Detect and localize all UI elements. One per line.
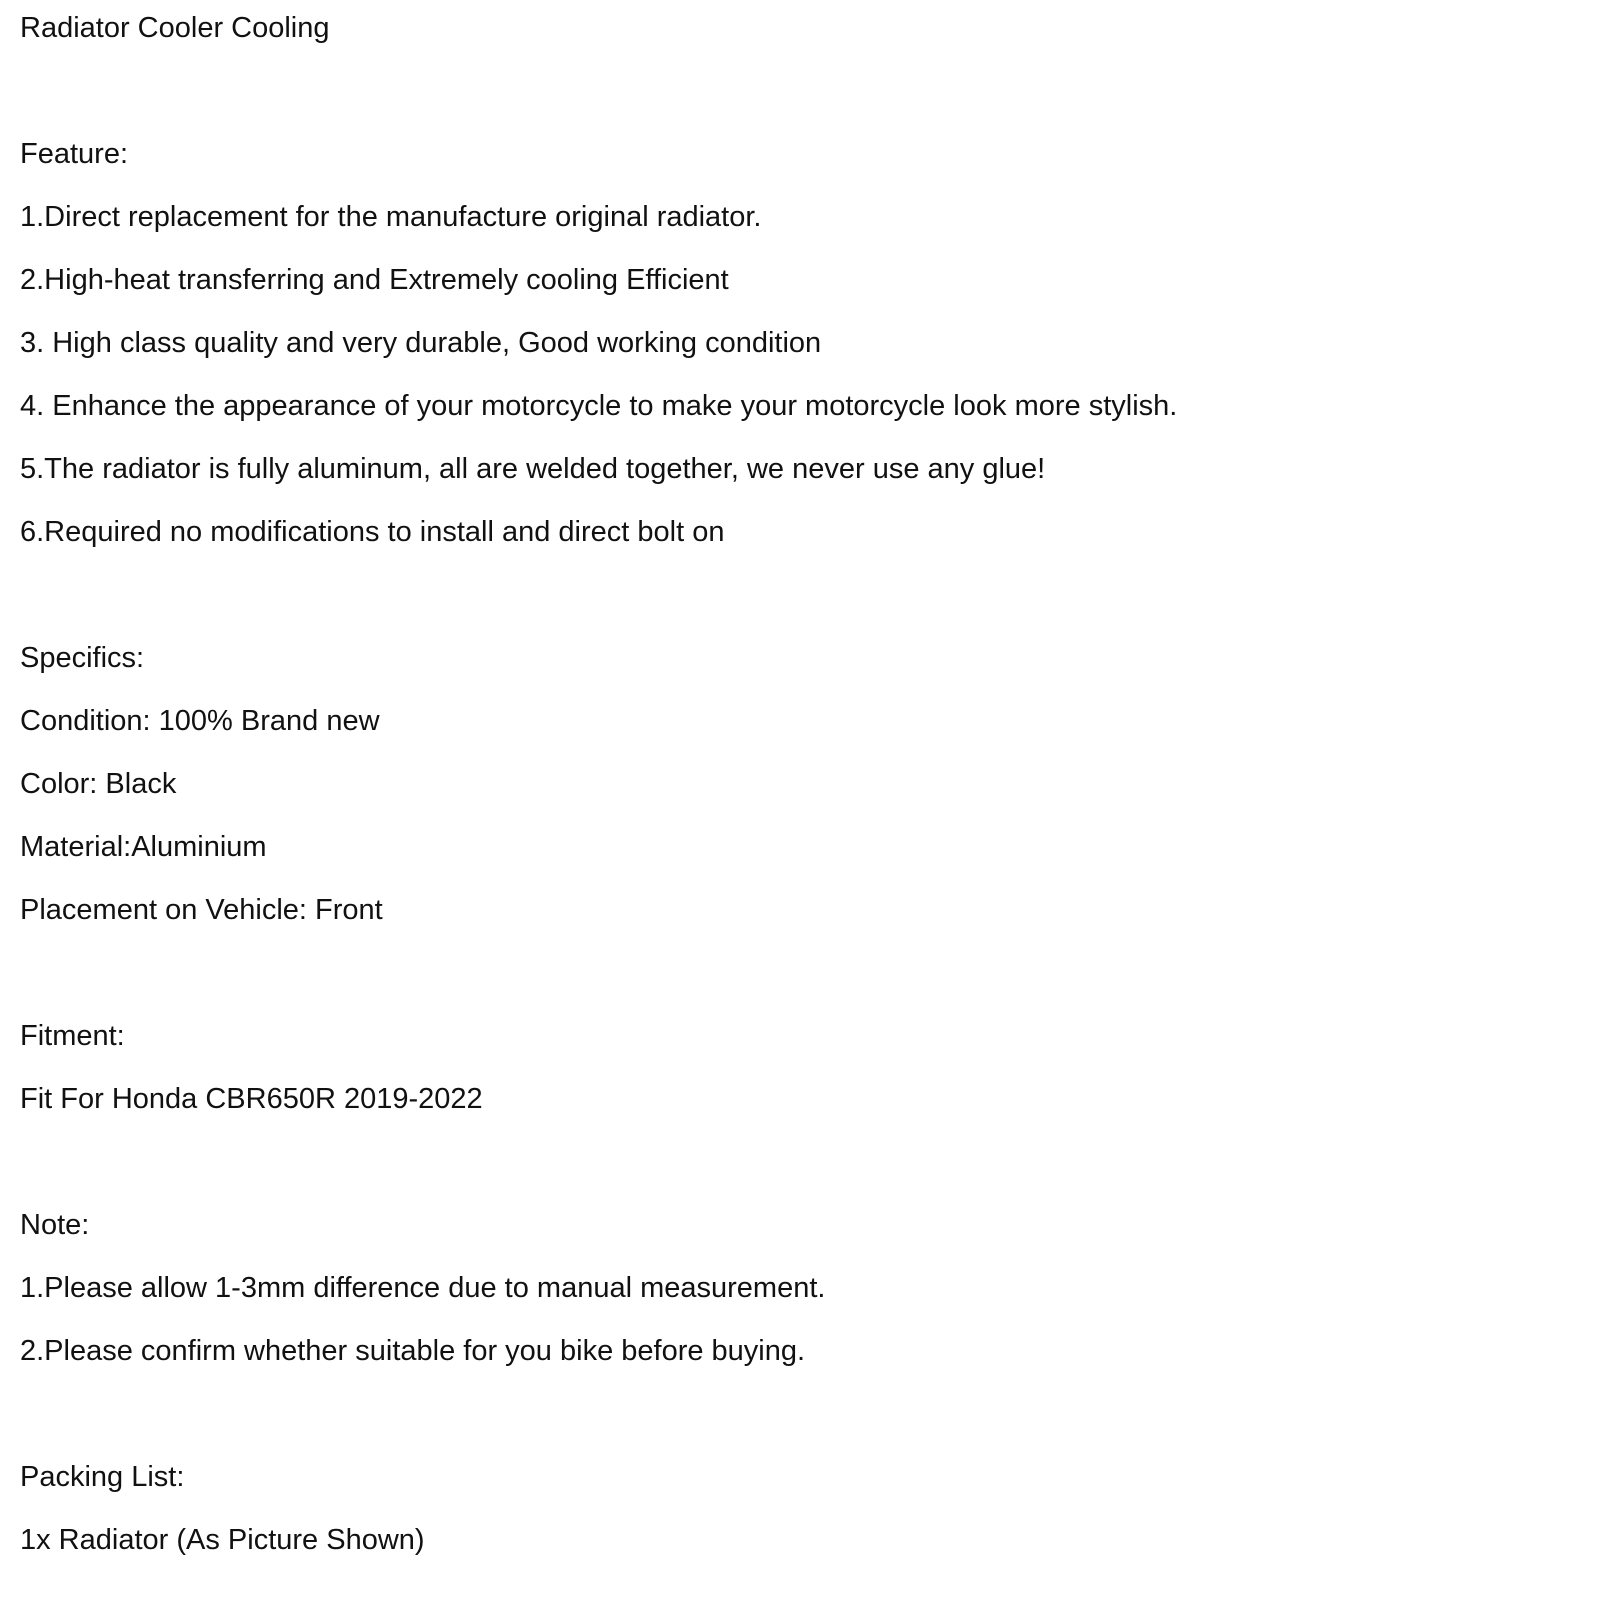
document-title: Radiator Cooler Cooling	[20, 12, 330, 44]
fitment-heading: Fitment:	[20, 1020, 125, 1052]
specifics-item: Placement on Vehicle: Front	[20, 894, 383, 926]
specifics-item: Condition: 100% Brand new	[20, 705, 380, 737]
specifics-item: Color: Black	[20, 768, 177, 800]
note-heading: Note:	[20, 1209, 90, 1241]
feature-item: 2.High-heat transferring and Extremely cooling Efficient	[20, 264, 729, 296]
note-item: 2.Please confirm whether suitable for you bike before buying.	[20, 1335, 806, 1367]
specifics-item: Material:Aluminium	[20, 831, 267, 863]
feature-item: 4. Enhance the appearance of your motorcycle to make your motorcycle look more stylish.	[20, 390, 1178, 422]
feature-item: 5.The radiator is fully aluminum, all are welded together, we never use any glue!	[20, 453, 1046, 485]
packing-list-item: 1x Radiator (As Picture Shown)	[20, 1524, 425, 1556]
feature-item: 1.Direct replacement for the manufacture original radiator.	[20, 201, 762, 233]
note-item: 1.Please allow 1-3mm difference due to manual measurement.	[20, 1272, 826, 1304]
feature-item: 3. High class quality and very durable, Good working condition	[20, 327, 822, 359]
fitment-item: Fit For Honda CBR650R 2019-2022	[20, 1083, 483, 1115]
packing-list-heading: Packing List:	[20, 1461, 185, 1493]
feature-heading: Feature:	[20, 138, 128, 170]
feature-item: 6.Required no modifications to install and direct bolt on	[20, 516, 725, 548]
specifics-heading: Specifics:	[20, 642, 145, 674]
